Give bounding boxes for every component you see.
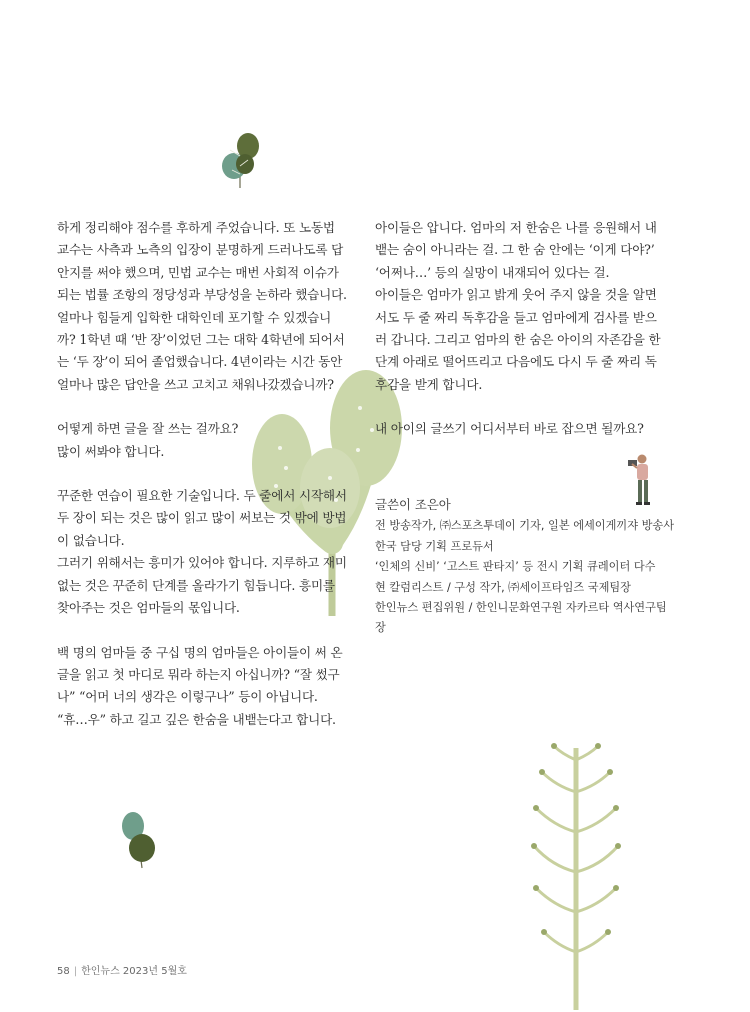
paragraph-gap (57, 396, 349, 418)
paragraph-gap (375, 396, 667, 418)
author-byline: 글쓴이 조은아 (375, 497, 451, 512)
paragraph: 아이들은 압니다. 엄마의 저 한숨은 나를 응원해서 내뱉는 숨이 아니라는 걸. 그 한 숨 안에는 ‘이게 다야?’ ‘어쩌나…’ 등의 실망이 내재되어 있다는 걸. (375, 220, 657, 280)
leaf-cluster-bottom-illustration (116, 806, 164, 870)
leaf-cluster-top-illustration (218, 126, 268, 190)
paragraph: 아이들은 엄마가 읽고 밝게 웃어 주지 않을 것을 알면서도 두 줄 짜리 독후감을 들고 엄마에게 검사를 받으러 갑니다. 그리고 엄마의 한 숨은 아이의 자존감을 한 단계 아래로 떨어뜨리고 다음에도 다시 두 줄 짜리 독후감을 받게 합니다. (375, 287, 661, 392)
paragraph: 백 명의 엄마들 중 구십 명의 엄마들은 아이들이 써 온 글을 읽고 첫 마디로 뭐라 하는지 아십니까? “잘 썼구나” “어머 너의 생각은 이렇구나” 등이 아닙니다. (57, 644, 343, 705)
article-right-column (375, 217, 667, 441)
paragraph: 꾸준한 연습이 필요한 기술입니다. 두 줄에서 시작해서 두 장이 되는 것은 많이 읽고 많이 써보는 것 밖에 방법이 없습니다. (57, 488, 347, 548)
author-bio-line: 전 방송작가, ㈜스포츠투데이 기자, 일본 에세이게끼쟈 방송사 한국 담당 기획 프로듀서 (375, 519, 675, 553)
paragraph-gap (57, 620, 349, 642)
paragraph: 내 아이의 글쓰기 어디서부터 바로 잡으면 될까요? (375, 421, 644, 437)
article-left-column (57, 217, 349, 731)
author-bio-line: 한인뉴스 편집위원 / 한인니문화연구원 자카르타 역사연구팀장 (375, 601, 667, 635)
page-number: 58 (57, 966, 70, 977)
paragraph: 그러기 위해서는 흥미가 있어야 합니다. 지루하고 재미없는 것은 꾸준히 단계를 올라가기 힘듭니다. 흥미를 찾아주는 것은 엄마들의 몫입니다. (57, 555, 347, 616)
author-bio-line: 현 칼럼리스트 / 구성 작가, ㈜세이프타임즈 국제팀장 (375, 580, 631, 594)
page-footer (57, 962, 187, 977)
paragraph: 하게 정리해야 점수를 후하게 주었습니다. 또 노동법 교수는 사측과 노측의 입장이 분명하게 드러나도록 답안지를 써야 했으며, 민법 교수는 매번 사회적 이슈가 되는 법률 조항의 정당성과 부당성을 논하라 했습니다. (57, 220, 347, 303)
paragraph: “휴…우” 하고 길고 깊은 한숨을 내뱉는다고 합니다. (57, 711, 336, 727)
paragraph: 많이 써봐야 합니다. (57, 443, 165, 459)
footer-separator: | (73, 966, 78, 977)
paragraph: 어떻게 하면 글을 잘 쓰는 걸까요? (57, 421, 239, 437)
fern-tree-illustration (528, 742, 624, 1012)
paragraph: 얼마나 힘들게 입학한 대학인데 포기할 수 있겠습니까? 1학년 때 ‘반 장’이었던 그는 대학 4학년에 되어서는 ‘두 장’이 되어 졸업했습니다. 4년이라는 시간 동안 얼마나 많은 답안을 쓰고 고치고 채워나갔겠습니까? (57, 309, 345, 392)
paragraph-gap (57, 463, 349, 485)
author-bio-line: ‘인체의 신비’ ‘고스트 판타지’ 등 전시 기획 큐레이터 다수 (375, 560, 656, 574)
publication-name: 한인뉴스 2023년 5월호 (81, 966, 187, 977)
author-bio (375, 495, 675, 639)
